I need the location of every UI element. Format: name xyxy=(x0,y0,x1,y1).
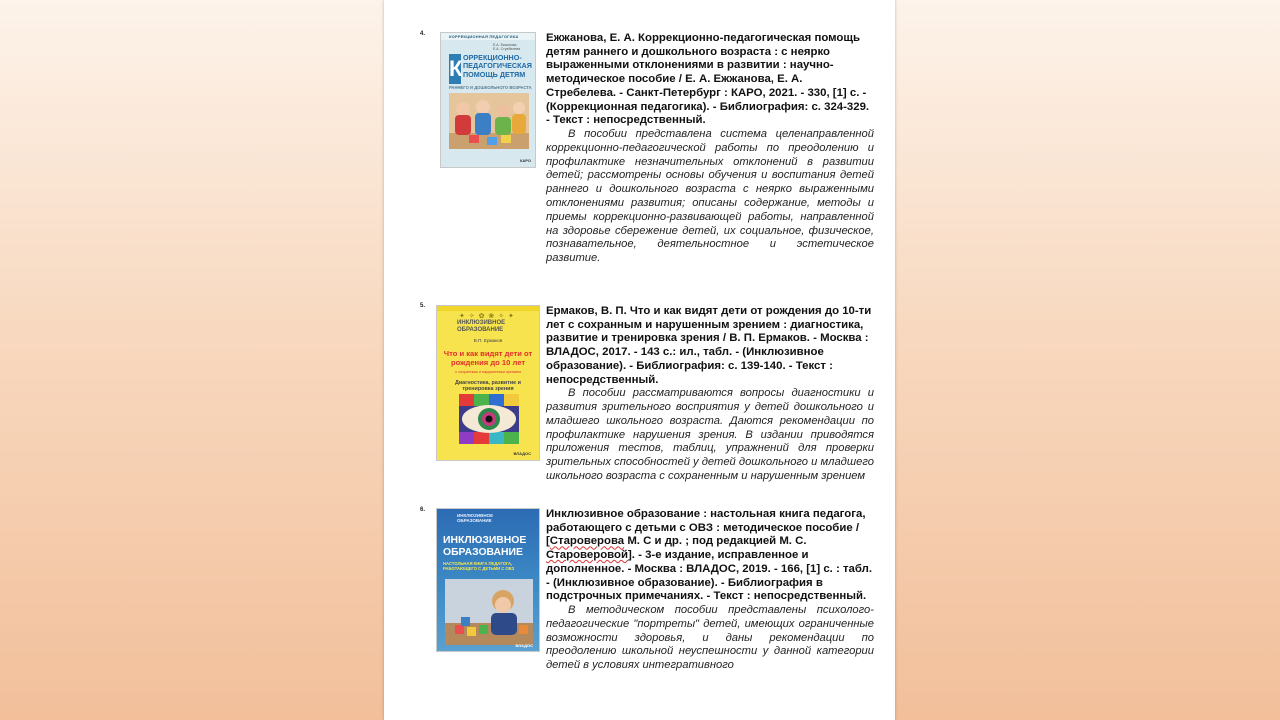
entry-number: 4. xyxy=(420,31,426,37)
book-cover-image xyxy=(440,32,536,168)
record-part: М. С и др. ; под редакцией М. С. xyxy=(624,535,807,548)
cover-series: ИНКЛЮЗИВНОЕ ОБРАЗОВАНИЕ xyxy=(457,320,506,333)
entry-text xyxy=(546,32,874,266)
cover-title: ИНКЛЮЗИВНОЕ ОБРАЗОВАНИЕ xyxy=(443,535,527,558)
children-illustration xyxy=(449,93,529,149)
cover-title: Что и как видят дети от рождения до 10 лет xyxy=(443,349,533,367)
bibliographic-record xyxy=(546,508,874,604)
cover-big-letter: К xyxy=(449,54,461,84)
cover-subtitle: РАННЕГО И ДОШКОЛЬНОГО ВОЗРАСТА xyxy=(449,85,532,90)
entry-number: 5. xyxy=(420,303,426,309)
entry-text xyxy=(546,508,874,673)
cover-subtitle: НАСТОЛЬНАЯ КНИГА ПЕДАГОГА, РАБОТАЮЩЕГО С ДЕТЬМИ С ОВЗ xyxy=(443,561,515,571)
book-cover-image xyxy=(436,305,540,461)
cover-publisher: ВЛАДОС xyxy=(513,451,531,456)
cover-author: В.П. Ермаков xyxy=(473,338,503,343)
cover-title-sub: с сохранным и нарушенным зрением xyxy=(455,370,521,374)
spellcheck-underlined-word: Староверовой xyxy=(546,549,628,562)
cover-series: ИНКЛЮЗИВНОЕ ОБРАЗОВАНИЕ xyxy=(457,513,494,523)
annotation-text: В методическом пособии представлены психолого-педагогические "портреты" детей, имеющих ограниченные возможности здоровья, и даны рекомендации по преодолению школьной неуспешности у данной категории детей в условиях интегративного xyxy=(546,603,874,672)
cover-eye-illustration xyxy=(459,394,519,444)
annotation-text: В пособии представлена система целенаправленной коррекционно-педагогической работы по преодолению и профилактике незначительных отклонений в развитии детей; рассмотрены основы обучения и воспитания детей раннего и дошкольного возраста с неярко выраженными отклонениями развития; описаны содержание, методы и приемы коррекционно-развивающей работы, направленной на здоровье сбережение детей, их социальное, физическое, познавательное, деятельностное и эстетическое развитие. xyxy=(546,127,874,265)
book-cover-image xyxy=(436,508,540,652)
cover-publisher: ВЛАДОС xyxy=(515,643,533,648)
cover-photo-children xyxy=(449,93,529,149)
record-part: Инклюзивное образование : настольная книга педагога, работающего с детьми с ОВЗ : методическое пособие / [ xyxy=(546,508,866,548)
cover-top-strip xyxy=(437,306,539,311)
bibliographic-record: Ермаков, В. П. Что и как видят дети от рождения до 10-ти лет с сохранным и нарушенным зрением : диагностика, развитие и тренировка зрения / В. П. Ермаков. - Москва : ВЛАДОС, 2017. - 143 с.: ил., табл. - (Инклюзивное образование). - Библиография: с. 139-140. - Текст : непосредственный. xyxy=(546,305,872,386)
document-page xyxy=(384,0,895,720)
cover-author: Е.А. Стребелева xyxy=(493,47,521,51)
cover-title: ОРРЕКЦИОННО-ПЕДАГОГИЧЕСКАЯ ПОМОЩЬ ДЕТЯМ xyxy=(463,53,532,79)
annotation-text: В пособии рассматриваются вопросы диагностики и развития зрительного восприятия у детей дошкольного и младшего школьного возраста. Даются рекомендации по профилактике нарушения зрения. В издании приводятся приложения тестов, таблиц, упражнений для проверки зрительных способностей у детей дошкольного и младшего школьного возраста с сохраненным и нарушенным зрением xyxy=(546,387,874,482)
cover-author: Е.А. Екжанова xyxy=(493,43,517,47)
entry-number: 6. xyxy=(420,507,426,513)
cover-photo-child xyxy=(445,579,533,645)
child-illustration xyxy=(445,579,533,645)
bibliographic-record: Ежжанова, Е. А. Коррекционно-педагогическая помощь детям раннего и дошкольного возраста : с неярко выраженными отклонениями в развитии : научно-методическое пособие / Е. А. Ежжанова, Е. А. Стребелева. - Санкт-Петербург : КАРО, 2021. - 330, [1] с. - (Коррекционная педагогика). - Библиография: с. 324-329. - Текст : непосредственный. xyxy=(546,32,870,127)
cover-authors xyxy=(493,43,520,51)
entry-text xyxy=(546,305,874,484)
record-part: ]. - 3-е издание, исправленное и дополненное. - Москва : ВЛАДОС, 2019. - 166, [1] с. : табл. - (Инклюзивное образование). - Библиография в подстрочных примечаниях. - Текст : непосредственный. xyxy=(546,549,873,603)
spellcheck-underlined-word: Староверова xyxy=(549,535,625,548)
cover-symbols-icon: ✦ ✧ ✿ ❀ ✧ ✦ xyxy=(459,313,515,320)
cover-series: КОРРЕКЦИОННАЯ ПЕДАГОГИКА xyxy=(449,34,519,39)
cover-publisher: КАРО xyxy=(519,158,531,163)
cover-subtitle: Диагностика, развитие и тренировка зрения xyxy=(455,380,521,393)
